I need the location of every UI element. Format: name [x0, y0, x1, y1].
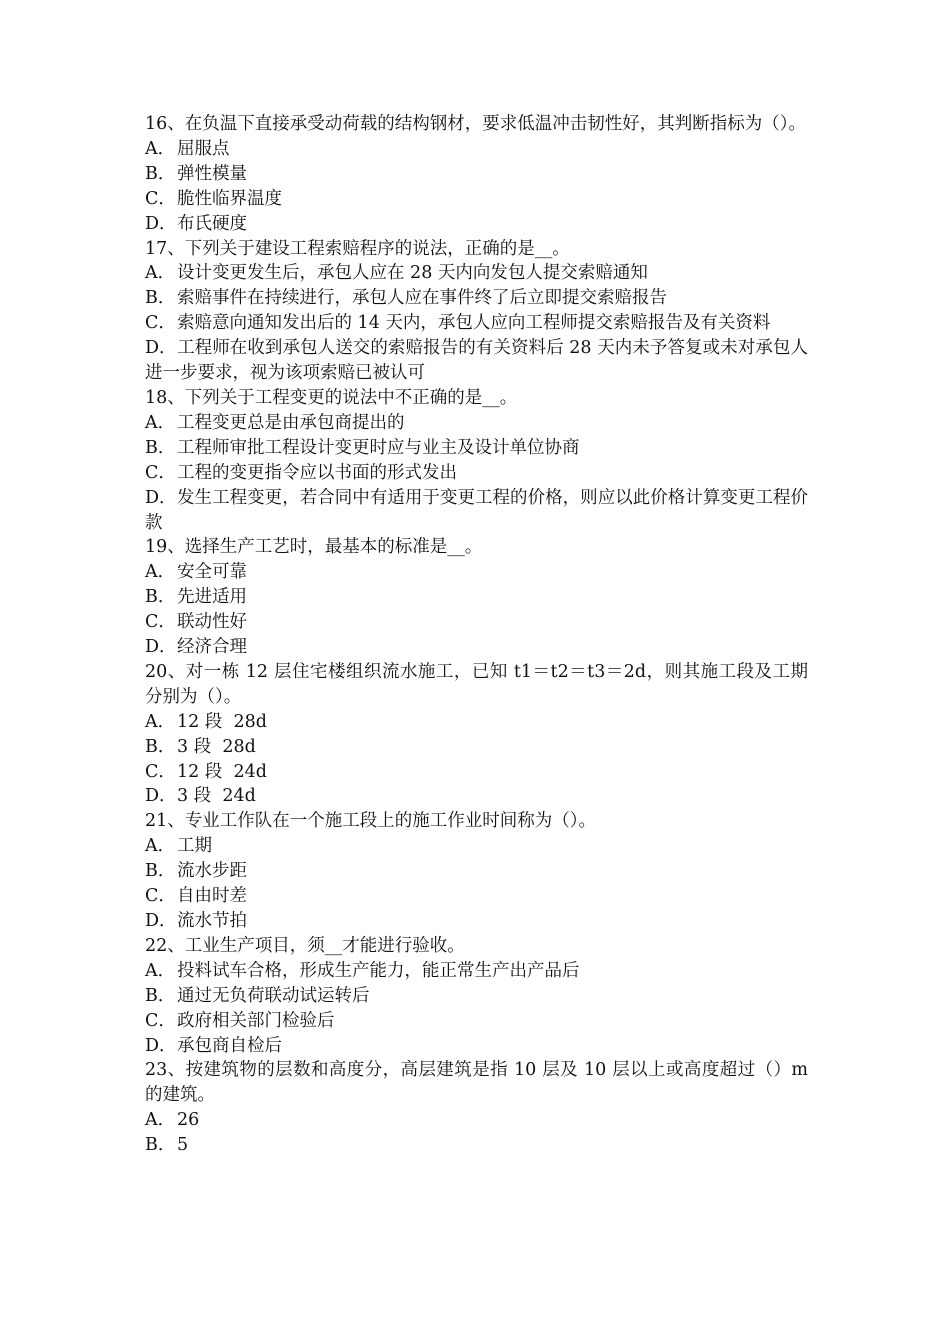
option-d — [145, 486, 808, 536]
option-letter: D． — [145, 911, 177, 931]
option-letter: B． — [145, 288, 176, 309]
option-text: 工程的变更指令应以书面的形式发出 — [177, 462, 457, 483]
option-d — [145, 1034, 808, 1059]
option-b — [145, 286, 808, 311]
option-letter: C． — [145, 761, 176, 782]
option-a — [145, 834, 808, 859]
option-d — [145, 212, 808, 237]
question-17 — [145, 237, 808, 386]
option-letter: A． — [145, 1110, 176, 1131]
option-text: 设计变更发生后，承包人应在 28 天内向发包人提交索赔通知 — [177, 263, 648, 284]
option-b — [145, 1133, 808, 1158]
option-b — [145, 859, 808, 884]
option-letter: B． — [145, 587, 176, 608]
document-page — [145, 112, 808, 1158]
option-text: 流水步距 — [177, 861, 247, 882]
option-d — [145, 784, 808, 809]
option-letter: C． — [145, 313, 176, 334]
option-letter: C． — [145, 612, 176, 633]
question-21 — [145, 809, 808, 934]
option-text: 索赔事件在持续进行，承包人应在事件终了后立即提交索赔报告 — [177, 288, 667, 309]
question-23 — [145, 1058, 808, 1158]
option-letter: B． — [145, 985, 176, 1006]
option-d — [145, 635, 808, 660]
option-c — [145, 610, 808, 635]
option-text: 工期 — [177, 836, 212, 857]
option-letter: A． — [145, 836, 176, 857]
option-b — [145, 162, 808, 187]
option-letter: D． — [145, 338, 177, 359]
option-text: 脆性临界温度 — [177, 188, 282, 209]
option-letter: C． — [145, 462, 176, 483]
option-letter: D． — [145, 637, 177, 658]
option-text: 3 段 28d — [177, 736, 256, 757]
option-letter: B． — [145, 861, 176, 882]
option-a — [145, 959, 808, 984]
option-letter: C． — [145, 188, 176, 209]
option-text: 自由时差 — [177, 886, 247, 907]
option-a — [145, 710, 808, 735]
option-d — [145, 336, 808, 386]
question-stem: 21、专业工作队在一个施工段上的施工作业时间称为（）。 — [145, 811, 597, 832]
option-c — [145, 461, 808, 486]
option-text: 先进适用 — [177, 587, 247, 608]
option-text: 通过无负荷联动试运转后 — [177, 985, 370, 1006]
option-letter: A． — [145, 562, 176, 583]
option-text: 5 — [177, 1135, 189, 1156]
option-a — [145, 411, 808, 436]
option-a — [145, 137, 808, 162]
option-c — [145, 1009, 808, 1034]
option-b — [145, 585, 808, 610]
option-c — [145, 187, 808, 212]
option-b — [145, 436, 808, 461]
option-b — [145, 735, 808, 760]
option-text: 安全可靠 — [177, 562, 247, 583]
option-letter: A． — [145, 711, 176, 732]
option-text: 工程师审批工程设计变更时应与业主及设计单位协商 — [177, 437, 580, 458]
option-letter: B． — [145, 1135, 176, 1156]
option-a — [145, 261, 808, 286]
option-text: 工程变更总是由承包商提出的 — [177, 412, 405, 433]
option-b — [145, 984, 808, 1009]
option-d — [145, 909, 808, 934]
option-text: 经济合理 — [177, 637, 247, 658]
option-text: 索赔意向通知发出后的 14 天内，承包人应向工程师提交索赔报告及有关资料 — [177, 313, 771, 334]
option-letter: D． — [145, 213, 177, 234]
option-text: 流水节拍 — [177, 911, 247, 931]
question-stem: 17、下列关于建设工程索赔程序的说法，正确的是__。 — [145, 238, 570, 259]
option-text: 3 段 24d — [177, 786, 256, 807]
option-text: 发生工程变更，若合同中有适用于变更工程的价格，则应以此价格计算变更工程价款 — [145, 487, 808, 533]
question-18 — [145, 386, 808, 535]
question-stem: 19、选择生产工艺时，最基本的标准是__。 — [145, 537, 483, 558]
question-stem: 22、工业生产项目，须__才能进行验收。 — [145, 935, 465, 956]
question-16 — [145, 112, 808, 237]
question-stem: 16、在负温下直接承受动荷载的结构钢材，要求低温冲击韧性好，其判断指标为（）。 — [145, 114, 807, 134]
option-letter: A． — [145, 263, 176, 284]
question-stem: 20、对一栋 12 层住宅楼组织流水施工，已知 t1＝t2＝t3＝2d，则其施工段及工期分别为（）。 — [145, 661, 808, 707]
option-a — [145, 1108, 808, 1133]
option-a — [145, 560, 808, 585]
option-text: 26 — [177, 1110, 200, 1131]
option-letter: D． — [145, 487, 177, 508]
option-letter: A． — [145, 138, 176, 159]
question-20 — [145, 660, 808, 809]
option-text: 弹性模量 — [177, 163, 247, 184]
option-c — [145, 884, 808, 909]
option-letter: B． — [145, 437, 176, 458]
option-text: 政府相关部门检验后 — [177, 1010, 335, 1031]
option-c — [145, 760, 808, 785]
option-letter: C． — [145, 1010, 176, 1031]
option-letter: D． — [145, 786, 177, 807]
option-text: 屈服点 — [177, 138, 230, 159]
option-text: 承包商自检后 — [177, 1035, 282, 1056]
option-text: 联动性好 — [177, 612, 247, 633]
option-letter: A． — [145, 960, 176, 981]
option-letter: B． — [145, 736, 176, 757]
option-text: 12 段 24d — [177, 761, 267, 782]
option-text: 工程师在收到承包人送交的索赔报告的有关资料后 28 天内未予答复或未对承包人进一步要求，视为该项索赔已被认可 — [145, 338, 808, 384]
option-c — [145, 311, 808, 336]
question-stem: 23、按建筑物的层数和高度分，高层建筑是指 10 层及 10 层以上或高度超过（）m 的建筑。 — [145, 1060, 808, 1106]
option-letter: A． — [145, 412, 176, 433]
option-text: 12 段 28d — [177, 711, 267, 732]
option-text: 布氏硬度 — [177, 213, 247, 234]
option-letter: D． — [145, 1035, 177, 1056]
option-letter: C． — [145, 886, 176, 907]
question-stem: 18、下列关于工程变更的说法中不正确的是__。 — [145, 387, 518, 408]
question-19 — [145, 535, 808, 660]
option-letter: B． — [145, 163, 176, 184]
option-text: 投料试车合格，形成生产能力，能正常生产出产品后 — [177, 960, 580, 981]
question-22 — [145, 934, 808, 1059]
